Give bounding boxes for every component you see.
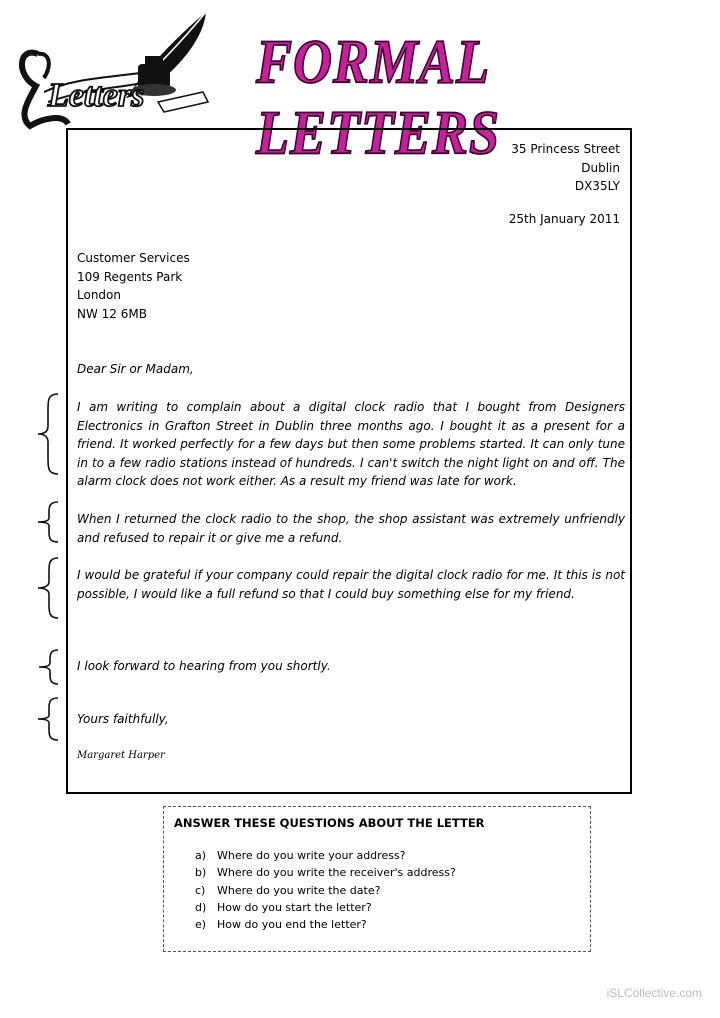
paragraph-request: I would be grateful if your company could repair the digital clock radio for me. It this is not possible, I would like a full refund so that I could buy something else for my friend. <box>77 568 625 601</box>
letter-box <box>66 128 632 794</box>
left-brace-icon <box>36 556 62 620</box>
sender-address <box>511 140 620 196</box>
question-letter: c) <box>195 883 206 897</box>
recipient-address-line: 109 Regents Park <box>77 269 183 284</box>
letter-date: 25th January 2011 <box>508 212 620 226</box>
signature: Margaret Harper <box>77 750 165 761</box>
recipient-address <box>77 249 190 323</box>
site-watermark[interactable]: iSLCollective.com <box>606 986 702 1000</box>
sender-address-line: DX35LY <box>574 179 620 193</box>
recipient-address-line: NW 12 6MB <box>77 306 147 321</box>
closing: Yours faithfully, <box>77 712 169 726</box>
question-item <box>195 882 456 899</box>
questions-title: ANSWER THESE QUESTIONS ABOUT THE LETTER <box>174 816 485 830</box>
left-brace-icon <box>36 696 62 742</box>
left-brace-icon <box>36 392 62 476</box>
questions-list <box>195 847 456 933</box>
paragraph-shop-visit: When I returned the clock radio to the shop, the shop assistant was extremely unfriendly and refused to repair it or give me a refund. <box>77 512 625 545</box>
question-letter: d) <box>195 900 207 914</box>
greeting: Dear Sir or Madam, <box>77 362 194 376</box>
paragraph-closing-line: I look forward to hearing from you shortly. <box>77 659 331 673</box>
question-item <box>195 899 456 916</box>
letters-logo <box>8 6 213 131</box>
left-brace-icon <box>36 500 62 544</box>
question-letter: e) <box>195 918 207 932</box>
recipient-address-line: London <box>77 288 121 302</box>
question-text: Where do you write the date? <box>217 883 381 897</box>
logo-text: Letters <box>48 77 145 114</box>
question-item <box>195 847 456 864</box>
sender-address-line: 35 Princess Street <box>511 142 620 156</box>
recipient-address-line: Customer Services <box>77 251 190 265</box>
paragraph-complaint: I am writing to complain about a digital clock radio that I bought from Designers Electronics in Grafton Street in Dublin three months ago. I bought it as a present for a friend. It worked perfectly for a few days but then some problems started. It can only tune in to a few radio stations instead of hundreds. I can't switch the night light on and off. The alarm clock does not work either. As a result my friend was late for work. <box>77 400 625 489</box>
question-item <box>195 916 456 933</box>
left-brace-icon <box>36 648 62 686</box>
question-text: How do you start the letter? <box>217 900 372 914</box>
question-letter: a) <box>195 849 207 862</box>
sender-address-line: Dublin <box>581 160 620 175</box>
question-text: Where do you write your address? <box>217 849 406 862</box>
question-letter: b) <box>195 866 207 880</box>
page-title: FORMAL LETTERS <box>256 27 501 168</box>
question-text: How do you end the letter? <box>217 918 367 932</box>
question-item <box>195 864 456 881</box>
question-text: Where do you write the receiver's address? <box>217 866 456 880</box>
questions-box <box>163 806 591 952</box>
